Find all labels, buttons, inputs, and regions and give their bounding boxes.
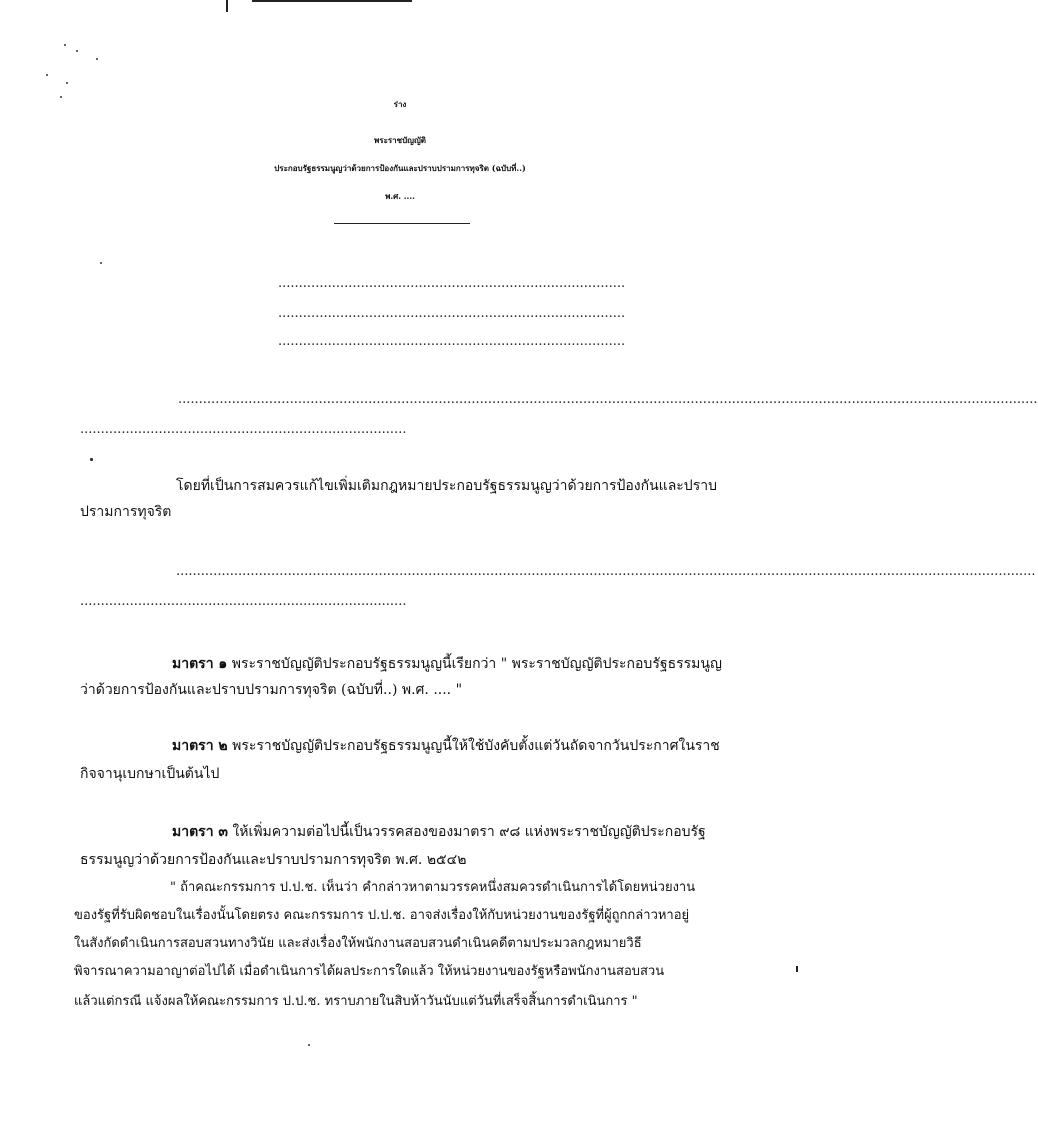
scan-speck xyxy=(46,74,48,76)
scan-speck xyxy=(90,458,93,461)
act-year: พ.ศ. .... xyxy=(385,191,415,201)
section-2-line-1 xyxy=(172,736,720,756)
section-2-line-2: กิจจานุเบกษาเป็นต้นไป xyxy=(80,766,220,782)
enactment-dots-6: ................................................................................................................................................................................................................ xyxy=(176,564,1036,579)
scan-mark-top xyxy=(226,0,228,12)
scan-speck xyxy=(64,44,66,46)
section-3-quote-line-2: ของรัฐที่รับผิดชอบในเรื่องนั้นโดยตรง คณะกรรมการ ป.ป.ช. อาจส่งเรื่องให้กับหน่วยงานของรัฐที่ผู้ถูกกล่าวหาอยู่ xyxy=(74,908,690,923)
act-title: ประกอบรัฐธรรมนูญว่าด้วยการป้องกันและปราบปรามการทุจริต (ฉบับที่..) xyxy=(274,163,526,173)
scan-speck xyxy=(66,82,68,84)
draft-label: ร่าง xyxy=(393,99,407,109)
enactment-dots-2: .................................................................................... xyxy=(278,306,626,321)
enactment-dots-1: .................................................................................... xyxy=(278,276,626,291)
enactment-dots-7: ............................................................................... xyxy=(80,594,407,609)
scan-mark-top-2 xyxy=(252,0,412,2)
preamble-line-1: โดยที่เป็นการสมควรแก้ไขเพิ่มเติมกฎหมายประกอบรัฐธรรมนูญว่าด้วยการป้องกันและปราบ xyxy=(176,478,717,494)
section-3-line-2: ธรรมนูญว่าด้วยการป้องกันและปราบปรามการทุจริต พ.ศ. ๒๕๔๒ xyxy=(80,852,467,868)
preamble-line-2: ปรามการทุจริต xyxy=(80,504,172,520)
enactment-dots-5: ............................................................................... xyxy=(80,422,407,437)
scan-speck xyxy=(96,58,98,60)
section-3-text: ให้เพิ่มความต่อไปนี้เป็นวรรคสองของมาตรา ๙๘ แห่งพระราชบัญญัติประกอบรัฐ xyxy=(232,824,706,840)
section-3-line-1 xyxy=(172,822,706,842)
section-3-quote-line-4: พิจารณาความอาญาต่อไปได้ เมื่อดำเนินการได้ผลประการใดแล้ว ให้หน่วยงานของรัฐหรือพนักงานสอบสวน xyxy=(74,964,665,979)
section-1-text: พระราชบัญญัติประกอบรัฐธรรมนูญนี้เรียกว่า " พระราชบัญญัติประกอบรัฐธรรมนูญ xyxy=(231,656,722,672)
section-1-label: มาตรา ๑ xyxy=(172,656,228,672)
scan-speck xyxy=(100,262,102,264)
section-1-line-2: ว่าด้วยการป้องกันและปราบปรามการทุจริต (ฉบับที่..) พ.ศ. .... " xyxy=(80,682,463,698)
enactment-dots-4: ................................................................................................................................................................................................................ xyxy=(178,392,1038,407)
enactment-dots-3: .................................................................................... xyxy=(278,334,626,349)
scan-speck xyxy=(308,1044,310,1046)
section-2-text: พระราชบัญญัติประกอบรัฐธรรมนูญนี้ให้ใช้บังคับตั้งแต่วันถัดจากวันประกาศในราช xyxy=(232,738,720,754)
act-type: พระราชบัญญัติ xyxy=(374,135,426,145)
scan-mark-right xyxy=(796,966,798,972)
title-underline xyxy=(334,223,470,224)
section-3-quote-line-1: " ถ้าคณะกรรมการ ป.ป.ช. เห็นว่า คำกล่าวหาตามวรรคหนึ่งสมควรดำเนินการได้โดยหน่วยงาน xyxy=(170,880,696,895)
section-3-quote-line-5: แล้วแต่กรณี แจ้งผลให้คณะกรรมการ ป.ป.ช. ทราบภายในสิบห้าวันนับแต่วันที่เสร็จสิ้นการดำเนินการ " xyxy=(74,994,638,1009)
section-2-label: มาตรา ๒ xyxy=(172,738,228,754)
section-3-quote-line-3: ในสังกัดดำเนินการสอบสวนทางวินัย และส่งเรื่องให้พนักงานสอบสวนดำเนินคดีตามประมวลกฎหมายวิธี xyxy=(74,936,642,951)
section-3-label: มาตรา ๓ xyxy=(172,824,229,840)
section-1-line-1 xyxy=(172,654,722,674)
scan-speck xyxy=(76,50,78,52)
